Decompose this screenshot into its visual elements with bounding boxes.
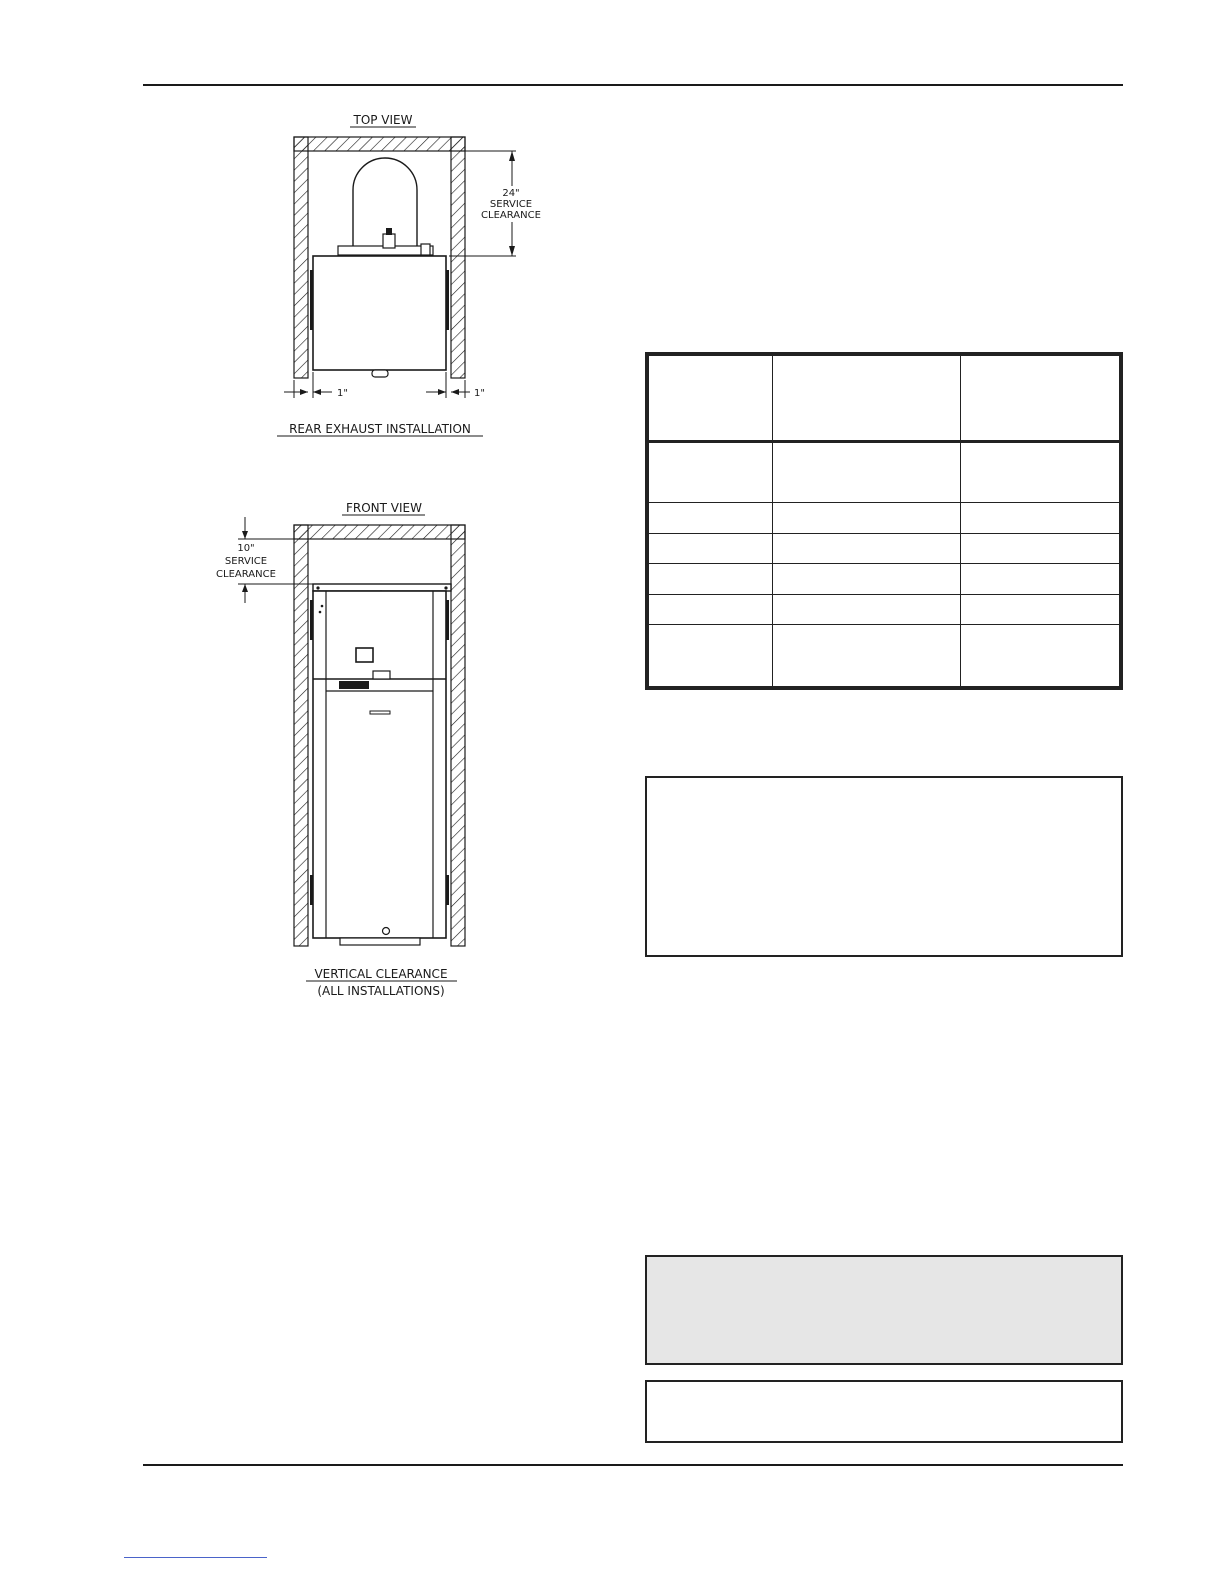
table-row: [649, 503, 1120, 534]
table-header-cell: [649, 356, 773, 442]
footer-rule: [143, 1464, 1123, 1466]
front-view-title: FRONT VIEW: [345, 501, 423, 515]
top-view-title: TOP VIEW: [353, 113, 413, 127]
table-row: [649, 594, 1120, 625]
table-header-row: [649, 356, 1120, 442]
side-left-dim: 1": [337, 388, 348, 399]
table-row: [649, 533, 1120, 564]
table-row: [649, 442, 1120, 503]
front-view-diagram: [216, 501, 465, 998]
top-clearance-dim: 24": [502, 188, 520, 199]
table-header-cell: [773, 356, 961, 442]
front-clearance-dim: 10": [237, 543, 255, 554]
footer-link-underline[interactable]: [124, 1557, 267, 1558]
note-box: [645, 1380, 1123, 1443]
notice-box: [645, 776, 1123, 957]
front-view-caption-line2: (ALL INSTALLATIONS): [317, 984, 445, 998]
side-right-dim: 1": [474, 388, 485, 399]
table-header-cell: [961, 356, 1120, 442]
table-row: [649, 625, 1120, 687]
heater-front: [310, 584, 451, 945]
clearance-drawings: [0, 0, 620, 1020]
top-view-diagram: [277, 113, 541, 436]
top-view-caption: REAR EXHAUST INSTALLATION: [289, 422, 471, 436]
heater-top-outline: [313, 256, 446, 370]
front-clearance-line2: CLEARANCE: [216, 569, 276, 580]
front-clearance-line1: SERVICE: [224, 556, 268, 567]
table-row: [649, 564, 1120, 595]
top-clearance-line2: CLEARANCE: [481, 210, 541, 221]
shaded-notice-box: [645, 1255, 1123, 1365]
front-view-caption-line1: VERTICAL CLEARANCE: [314, 967, 448, 981]
top-clearance-line1: SERVICE: [489, 199, 533, 210]
clearance-table: [645, 352, 1123, 690]
